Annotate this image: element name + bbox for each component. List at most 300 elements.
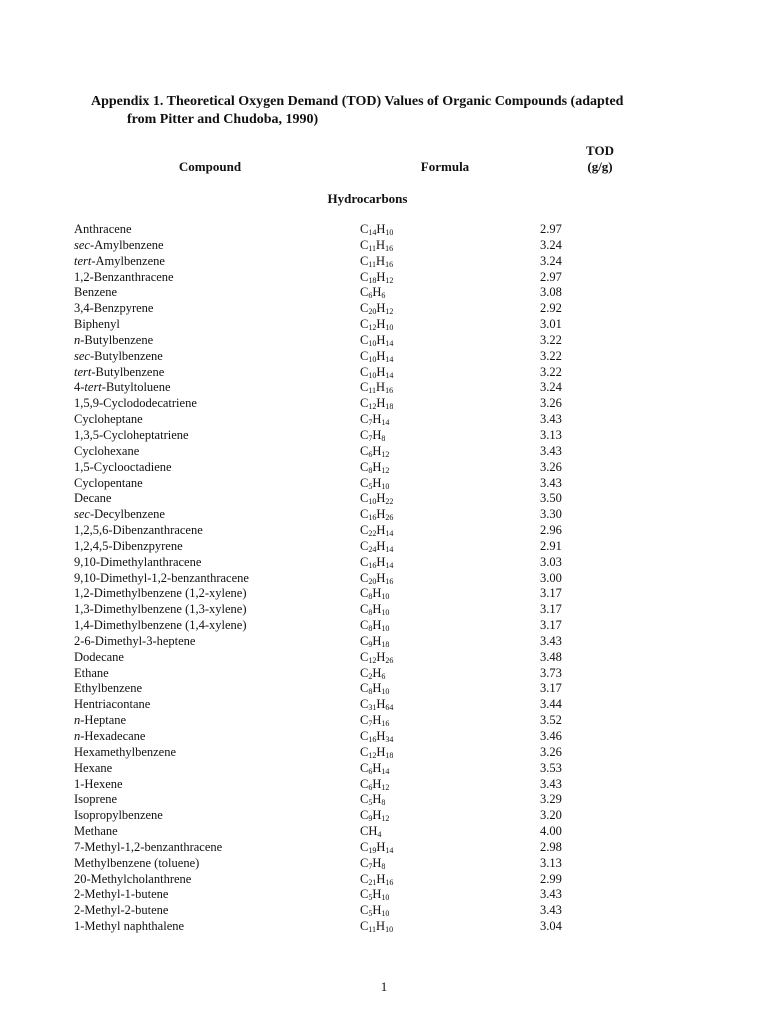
compound-tod: 3.26 — [540, 459, 562, 474]
formula-subscript: 5 — [368, 481, 373, 491]
formula-subscript: 10 — [385, 228, 394, 237]
compound-name — [74, 301, 153, 317]
formula-subscript: 8 — [368, 592, 373, 602]
formula-subscript: 22 — [368, 529, 377, 539]
formula-subscript: 10 — [381, 608, 390, 618]
compound-name — [74, 761, 112, 777]
compound-formula — [360, 824, 381, 840]
table-row — [0, 713, 768, 729]
compound-tod: 2.98 — [540, 839, 562, 854]
formula-element: C — [360, 681, 369, 696]
formula-element: C — [360, 317, 369, 332]
formula-element: H — [372, 665, 382, 680]
formula-element: C — [360, 665, 369, 680]
compound-name — [74, 808, 163, 824]
table-row — [0, 222, 768, 238]
compound-name-text: Cycloheptane — [74, 412, 143, 427]
formula-element: H — [372, 855, 382, 870]
compound-table — [0, 222, 768, 935]
formula-subscript: 24 — [368, 544, 377, 554]
compound-name — [74, 333, 153, 349]
compound-tod: 3.48 — [540, 649, 562, 664]
formula-subscript: 9 — [368, 814, 373, 824]
formula-subscript: 10 — [385, 323, 394, 333]
compound-name-text: 3,4-Benzpyrene — [74, 301, 154, 316]
compound-name-text: 9,10-Dimethylanthracene — [74, 554, 202, 569]
formula-element: H — [376, 269, 386, 284]
formula-element: H — [372, 808, 382, 823]
formula-element: H — [376, 554, 386, 569]
compound-formula — [360, 792, 385, 808]
compound-name — [74, 713, 126, 729]
formula-element: C — [360, 443, 369, 458]
formula-subscript: 7 — [368, 861, 373, 871]
formula-subscript: 10 — [381, 624, 390, 634]
formula-subscript: 14 — [381, 418, 390, 428]
table-row — [0, 555, 768, 571]
formula-element: C — [360, 380, 369, 395]
formula-subscript: 10 — [368, 338, 377, 348]
formula-subscript: 4 — [377, 830, 382, 840]
table-row — [0, 412, 768, 428]
compound-formula — [360, 618, 389, 634]
table-row — [0, 761, 768, 777]
formula-subscript: 7 — [368, 719, 373, 729]
formula-subscript: 12 — [381, 814, 390, 824]
compound-formula — [360, 539, 393, 555]
formula-element: C — [360, 760, 369, 775]
compound-tod: 3.01 — [540, 317, 562, 332]
formula-element: H — [372, 713, 382, 728]
formula-subscript: 10 — [381, 909, 390, 919]
compound-formula — [360, 808, 389, 824]
formula-element: C — [360, 855, 369, 870]
table-row — [0, 602, 768, 618]
compound-tod: 3.43 — [540, 887, 562, 902]
compound-tod: 3.29 — [540, 792, 562, 807]
compound-name-text: 1-Hexene — [74, 776, 123, 791]
formula-subscript: 19 — [368, 845, 377, 855]
formula-subscript: 18 — [385, 750, 394, 760]
compound-tod: 3.22 — [540, 348, 562, 363]
compound-formula — [360, 412, 389, 428]
formula-subscript: 8 — [381, 433, 386, 443]
compound-formula — [360, 713, 389, 729]
compound-name-text: -Butylbenzene — [91, 364, 165, 379]
formula-element: C — [360, 887, 369, 902]
compound-name — [74, 539, 183, 555]
formula-element: H — [372, 586, 382, 601]
compound-name — [74, 745, 176, 761]
table-row — [0, 301, 768, 317]
formula-subscript: 18 — [368, 275, 377, 285]
formula-subscript: 14 — [368, 228, 377, 237]
compound-name-text: 1,3,5-Cycloheptatriene — [74, 427, 189, 442]
formula-element: H — [376, 253, 386, 268]
formula-element: H — [376, 317, 386, 332]
compound-formula — [360, 301, 393, 317]
formula-subscript: 10 — [385, 925, 394, 935]
formula-subscript: 14 — [385, 544, 394, 554]
compound-formula — [360, 602, 389, 618]
compound-formula — [360, 476, 389, 492]
formula-element: C — [360, 285, 369, 300]
compound-formula — [360, 681, 389, 697]
compound-tod: 3.30 — [540, 507, 562, 522]
compound-tod: 2.92 — [540, 301, 562, 316]
compound-tod: 2.97 — [540, 269, 562, 284]
compound-name-text: 2-6-Dimethyl-3-heptene — [74, 633, 196, 648]
formula-element: C — [360, 649, 369, 664]
compound-tod: 3.50 — [540, 491, 562, 506]
compound-tod: 3.43 — [540, 412, 562, 427]
formula-element: H — [376, 538, 386, 553]
formula-subscript: 10 — [368, 354, 377, 364]
table-row — [0, 903, 768, 919]
table-row — [0, 539, 768, 555]
compound-name-text: -Butylbenzene — [80, 332, 154, 347]
compound-name — [74, 412, 143, 428]
compound-tod: 4.00 — [540, 824, 562, 839]
formula-subscript: 10 — [368, 497, 377, 507]
table-row — [0, 856, 768, 872]
formula-subscript: 31 — [368, 703, 377, 713]
formula-subscript: 34 — [385, 735, 394, 744]
formula-subscript: 14 — [385, 845, 394, 855]
formula-subscript: 12 — [381, 782, 390, 792]
formula-subscript: 11 — [368, 386, 377, 396]
formula-subscript: 22 — [385, 497, 394, 507]
compound-name-text: 1,5-Cyclooctadiene — [74, 459, 172, 474]
table-row — [0, 444, 768, 460]
table-row — [0, 285, 768, 301]
formula-subscript: 6 — [368, 766, 373, 776]
formula-subscript: 8 — [368, 465, 373, 475]
formula-element: H — [376, 396, 386, 411]
formula-subscript: 18 — [385, 402, 394, 412]
compound-tod: 3.24 — [540, 237, 562, 252]
compound-formula — [360, 333, 393, 349]
compound-name — [74, 238, 164, 254]
formula-element: C — [360, 808, 369, 823]
table-row — [0, 586, 768, 602]
compound-name-text: 1,3-Dimethylbenzene (1,3-xylene) — [74, 602, 247, 617]
compound-name — [74, 476, 143, 492]
compound-name — [74, 919, 184, 935]
formula-subscript: 7 — [368, 433, 373, 443]
formula-element: CH — [360, 824, 378, 839]
formula-subscript: 14 — [385, 529, 394, 539]
formula-subscript: 20 — [368, 576, 377, 586]
formula-element: C — [360, 618, 369, 633]
formula-element: C — [360, 776, 369, 791]
compound-tod: 3.04 — [540, 919, 562, 934]
formula-element: C — [360, 491, 369, 506]
formula-subscript: 12 — [385, 307, 394, 317]
formula-subscript: 12 — [381, 449, 390, 459]
compound-name-text: 1,5,9-Cyclododecatriene — [74, 396, 197, 411]
compound-name-prefix: sec — [74, 507, 90, 522]
table-row — [0, 729, 768, 745]
compound-name — [74, 666, 109, 682]
formula-subscript: 8 — [368, 624, 373, 634]
column-header-tod-unit: (g/g) — [587, 159, 613, 174]
formula-element: H — [372, 427, 382, 442]
compound-name — [74, 618, 247, 634]
compound-tod: 3.26 — [540, 396, 562, 411]
formula-subscript: 16 — [385, 259, 394, 269]
table-row — [0, 872, 768, 888]
formula-element: H — [376, 507, 386, 522]
title-line-2: from Pitter and Chudoba, 1990) — [127, 112, 319, 127]
formula-element: C — [360, 475, 369, 490]
formula-subscript: 14 — [385, 560, 394, 570]
formula-subscript: 12 — [368, 750, 377, 760]
formula-subscript: 16 — [385, 877, 394, 887]
formula-element: C — [360, 412, 369, 427]
compound-name — [74, 824, 118, 840]
formula-subscript: 16 — [368, 560, 377, 570]
compound-name — [74, 681, 142, 697]
formula-subscript: 8 — [368, 687, 373, 697]
formula-subscript: 6 — [381, 291, 386, 301]
formula-element: H — [376, 301, 386, 316]
compound-name-prefix: n — [74, 713, 81, 728]
compound-name-text: 1,2-Dimethylbenzene (1,2-xylene) — [74, 586, 247, 601]
compound-name — [74, 729, 145, 745]
compound-formula — [360, 460, 389, 476]
page-number: 1 — [380, 979, 388, 994]
compound-formula — [360, 571, 393, 587]
compound-name-text: -Butyltoluene — [101, 380, 171, 395]
compound-formula — [360, 872, 393, 888]
formula-element: H — [376, 839, 386, 854]
compound-tod: 2.97 — [540, 222, 562, 236]
table-row — [0, 254, 768, 270]
formula-subscript: 26 — [385, 513, 394, 523]
compound-tod: 2.96 — [540, 523, 562, 538]
formula-subscript: 6 — [368, 782, 373, 792]
formula-element: H — [376, 380, 386, 395]
compound-name-text: 1,2,4,5-Dibenzpyrene — [74, 538, 183, 553]
formula-subscript: 14 — [385, 370, 394, 380]
formula-element: C — [360, 919, 369, 934]
formula-subscript: 21 — [368, 877, 377, 887]
table-row — [0, 476, 768, 492]
compound-name — [74, 491, 111, 507]
table-row — [0, 333, 768, 349]
formula-element: H — [372, 633, 382, 648]
compound-name-locant: 4- — [74, 380, 85, 395]
formula-element: C — [360, 332, 369, 347]
compound-tod: 3.17 — [540, 681, 562, 696]
compound-tod: 3.13 — [540, 427, 562, 442]
compound-name — [74, 650, 124, 666]
compound-tod: 3.43 — [540, 443, 562, 458]
formula-element: H — [376, 222, 386, 236]
compound-formula — [360, 729, 393, 745]
compound-name-prefix: sec — [74, 237, 90, 252]
table-row — [0, 792, 768, 808]
compound-name-text: Cyclohexane — [74, 443, 140, 458]
compound-tod: 2.91 — [540, 538, 562, 553]
table-row — [0, 666, 768, 682]
compound-name-text: 20-Methylcholanthrene — [74, 871, 192, 886]
compound-name-text: Cyclopentane — [74, 475, 143, 490]
compound-name — [74, 602, 247, 618]
formula-subscript: 64 — [385, 703, 394, 713]
compound-formula — [360, 586, 389, 602]
compound-formula — [360, 380, 393, 396]
table-row — [0, 380, 768, 396]
formula-element: H — [376, 744, 386, 759]
formula-subscript: 5 — [368, 909, 373, 919]
compound-tod: 3.03 — [540, 554, 562, 569]
formula-element: C — [360, 586, 369, 601]
compound-formula — [360, 650, 393, 666]
compound-name-text: 9,10-Dimethyl-1,2-benzanthracene — [74, 570, 249, 585]
compound-name-text: Isoprene — [74, 792, 118, 807]
formula-subscript: 26 — [385, 655, 394, 665]
compound-name-prefix: tert — [74, 253, 92, 268]
compound-name — [74, 222, 132, 238]
formula-element: C — [360, 602, 369, 617]
formula-subscript: 16 — [368, 735, 377, 744]
formula-subscript: 2 — [368, 671, 373, 681]
compound-name-text: Hexane — [74, 760, 113, 775]
compound-formula — [360, 761, 389, 777]
column-header-tod — [560, 143, 640, 175]
table-row — [0, 491, 768, 507]
table-row — [0, 349, 768, 365]
formula-element: H — [372, 412, 382, 427]
formula-element: H — [376, 729, 386, 743]
table-row — [0, 238, 768, 254]
compound-name — [74, 507, 165, 523]
table-row — [0, 317, 768, 333]
compound-name — [74, 697, 150, 713]
table-row — [0, 650, 768, 666]
formula-element: H — [372, 443, 382, 458]
formula-subscript: 12 — [368, 655, 377, 665]
compound-formula — [360, 222, 393, 238]
compound-formula — [360, 491, 393, 507]
formula-subscript: 14 — [381, 766, 390, 776]
formula-subscript: 16 — [368, 513, 377, 523]
table-row — [0, 571, 768, 587]
compound-name — [74, 523, 203, 539]
compound-name-text: 1,2-Benzanthracene — [74, 269, 174, 284]
table-row — [0, 365, 768, 381]
compound-name-text: Anthracene — [74, 222, 132, 236]
table-row — [0, 745, 768, 761]
formula-element: H — [376, 491, 386, 506]
compound-name-text: 1,2,5,6-Dibenzanthracene — [74, 523, 203, 538]
formula-element: C — [360, 427, 369, 442]
formula-subscript: 6 — [368, 449, 373, 459]
compound-tod: 3.26 — [540, 744, 562, 759]
compound-tod: 3.43 — [540, 776, 562, 791]
compound-name-text: Methylbenzene (toluene) — [74, 855, 200, 870]
compound-formula — [360, 285, 385, 301]
compound-tod: 3.43 — [540, 633, 562, 648]
compound-name — [74, 380, 171, 396]
compound-name — [74, 270, 174, 286]
compound-name — [74, 317, 120, 333]
table-row — [0, 460, 768, 476]
compound-name — [74, 396, 197, 412]
compound-formula — [360, 840, 393, 856]
formula-subscript: 10 — [368, 370, 377, 380]
formula-element: H — [372, 792, 382, 807]
formula-subscript: 6 — [381, 671, 386, 681]
formula-element: H — [376, 697, 386, 712]
compound-formula — [360, 697, 393, 713]
compound-name — [74, 887, 168, 903]
compound-name — [74, 444, 139, 460]
compound-tod: 3.17 — [540, 602, 562, 617]
formula-element: H — [376, 237, 386, 252]
table-row — [0, 270, 768, 286]
compound-name-text: 2-Methyl-1-butene — [74, 887, 169, 902]
formula-element: C — [360, 903, 369, 918]
compound-name — [74, 285, 117, 301]
formula-subscript: 11 — [368, 259, 377, 269]
formula-element: H — [376, 570, 386, 585]
table-row — [0, 919, 768, 935]
table-row — [0, 618, 768, 634]
compound-name-text: Hexamethylbenzene — [74, 744, 177, 759]
formula-element: C — [360, 253, 369, 268]
compound-name-prefix: tert — [84, 380, 102, 395]
compound-formula — [360, 428, 385, 444]
formula-subscript: 9 — [368, 639, 373, 649]
formula-element: H — [372, 602, 382, 617]
formula-element: C — [360, 348, 369, 363]
column-header-compound: Compound — [178, 159, 242, 174]
formula-subscript: 11 — [368, 925, 377, 935]
formula-subscript: 16 — [381, 719, 390, 729]
document-title — [91, 93, 731, 129]
formula-element: C — [360, 269, 369, 284]
compound-formula — [360, 444, 389, 460]
formula-element: C — [360, 523, 369, 538]
title-line-1: Appendix 1. Theoretical Oxygen Demand (TOD) Values of Organic Compounds (adapted — [91, 94, 624, 109]
compound-formula — [360, 745, 393, 761]
section-title: Hydrocarbons — [327, 191, 408, 206]
compound-name-prefix: n — [74, 729, 81, 743]
table-row — [0, 887, 768, 903]
compound-tod: 3.43 — [540, 475, 562, 490]
formula-element: C — [360, 697, 369, 712]
formula-element: H — [372, 618, 382, 633]
compound-tod: 3.53 — [540, 760, 562, 775]
compound-formula — [360, 270, 393, 286]
compound-formula — [360, 903, 389, 919]
formula-element: C — [360, 871, 369, 886]
compound-tod: 3.20 — [540, 808, 562, 823]
formula-subscript: 20 — [368, 307, 377, 317]
compound-name — [74, 634, 195, 650]
compound-tod: 3.44 — [540, 697, 562, 712]
compound-tod: 3.46 — [540, 729, 562, 743]
compound-name — [74, 777, 123, 793]
compound-name-prefix: sec — [74, 348, 90, 363]
compound-name-text: -Heptane — [80, 713, 127, 728]
formula-element: H — [376, 649, 386, 664]
compound-name-text: Ethane — [74, 665, 109, 680]
formula-subscript: 10 — [381, 481, 390, 491]
